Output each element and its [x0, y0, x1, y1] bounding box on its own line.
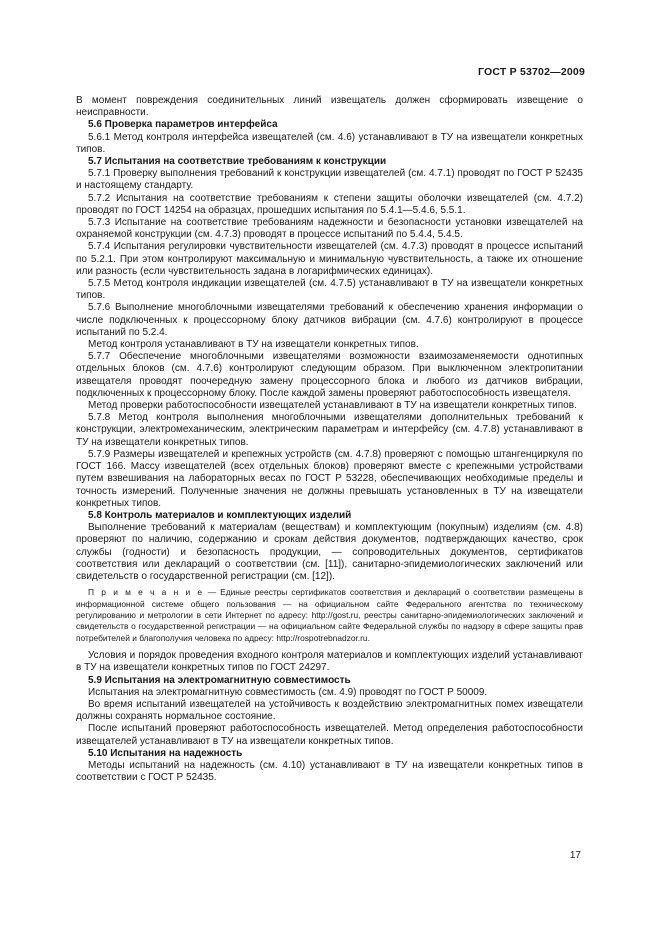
- paragraph-5-7-9: 5.7.9 Размеры извещателей и крепежных устройств (см. 4.7.8) проверяют с помощью штангенциркуля по ГОСТ 166. Массу извещателей (всех отдельных блоков) проверяют вместе с крепежными устройствами путем взвешивания на лабораторных весах по ГОСТ Р 53228, обеспечивающих необходимые пределы и точность измерений. Полученные значения не должны превышать установленных в ТУ на извещатели конкретных типов.: [76, 448, 583, 509]
- page-number: 17: [569, 850, 581, 861]
- paragraph-5-7-1: 5.7.1 Проверку выполнения требований к конструкции извещателей (см. 4.7.1) проводят по ГОСТ Р 52435 и настоящему стандарту.: [76, 168, 583, 192]
- note-label: П р и м е ч а н и е: [88, 587, 204, 598]
- paragraph: Во время испытаний извещателей на устойчивость к воздействию электромагнитных помех извещатели должны сохранять нормальное состояние.: [76, 698, 583, 723]
- paragraph-5-7-5: 5.7.5 Метод контроля индикации извещателей (см. 4.7.5) устанавливают в ТУ на извещатели конкретных типов.: [76, 278, 583, 302]
- paragraph-5-7-7: 5.7.7 Обеспечение многоблочными извещателями возможности взаимозаменяемости однотипных отдельных блоков (см. 4.7.6) контролируют следующим образом. При выключенном электропитании извещателя проводят поочередную замену процессорного блока и любого из датчиков вибрации, подключенных к процессорному блоку. После каждой замены проверяют работоспособность извещателя.: [76, 351, 583, 399]
- paragraph-5-7-4: 5.7.4 Испытания регулировки чувствительности извещателей (см. 4.7.3) проводят в процессе испытаний по 5.2.1. При этом контролируют максимальную и минимальную чувствительность, а также их отношение или разность (если чувствительность задана в логарифмических единицах).: [76, 241, 583, 277]
- paragraph: Выполнение требований к материалам (веществам) и комплектующим (покупным) изделиям (см. 4.8) проверяют по наличию, содержанию и срокам действия документов, подтверждающих качество, срок службы (годности) и безопасность продукции, — сопроводительных документов, сертификатов соответствия или деклараций о соответствии (см. [11]), санитарно-эпидемиологических заключений или свидетельств о государственной регистрации (см. [12]).: [76, 522, 583, 582]
- paragraph: Условия и порядок проведения входного контроля материалов и комплектующих изделий устанавливают в ТУ на извещатели конкретных типов по ГОСТ 24297.: [76, 650, 583, 674]
- paragraph-5-7-8: 5.7.8 Метод контроля выполнения многоблочными извещателями дополнительных требований к конструкции, электромеханическим, электрическим параметрам и интерфейсу (см. 4.7.8) устанавливают в ТУ на извещатели конкретных типов.: [76, 412, 583, 448]
- paragraph: Метод проверки работоспособности извещателей устанавливают в ТУ на извещатели конкретных типов.: [88, 400, 577, 412]
- paragraph: В момент повреждения соединительных линий извещатель должен сформировать извещение о неисправности.: [76, 95, 583, 119]
- paragraph-5-6-1: 5.6.1 Метод контроля интерфейса извещателей (см. 4.6) устанавливают в ТУ на извещатели конкретных типов.: [76, 131, 583, 155]
- note-text: — Единые реестры сертификатов соответствия и деклараций о соответствии размещены в информационной системе общего пользования — на официальном сайте Федерального агентства по техническому регулированию и метрологии в сети Интернет по адресу: http://gost.ru, реестры санитарно-эпидемиологических заключений и свидетельств о государственной регистрации — на официальном сайте Федеральной службы по надзору в сфере защиты прав потребителей и благополучия человека по адресу: http://rospotrebnadzor.ru.: [76, 587, 583, 643]
- document-header: ГОСТ Р 53702—2009: [477, 66, 585, 78]
- paragraph: Испытания на электромагнитную совместимость (см. 4.9) проводят по ГОСТ Р 50009.: [88, 686, 488, 698]
- section-heading-5-6: 5.6 Проверка параметров интерфейса: [88, 119, 278, 131]
- section-heading-5-8: 5.8 Контроль материалов и комплектующих изделий: [88, 509, 352, 521]
- section-heading-5-9: 5.9 Испытания на электромагнитную совместимость: [88, 674, 351, 686]
- paragraph-5-7-2: 5.7.2 Испытания на соответствие требованиям к степени защиты оболочки извещателей (см. 4.7.2) проводят по ГОСТ 14254 на образцах, прошедших испытания по 5.4.1—5.4.6, 5.5.1.: [76, 192, 583, 216]
- paragraph: После испытаний проверяют работоспособность извещателей. Метод определения работоспособности извещателей устанавливают в ТУ на извещатели конкретных типов.: [76, 723, 583, 747]
- section-heading-5-7: 5.7 Испытания на соответствие требованиям к конструкции: [88, 156, 387, 168]
- document-body: [76, 95, 583, 784]
- paragraph-5-7-3: 5.7.3 Испытание на соответствие требованиям надежности и безопасности установки извещателей на охраняемой конструкции (см. 4.7.3) проводят в процессе испытаний по 5.4.4, 5.4.5.: [76, 217, 583, 241]
- section-heading-5-10: 5.10 Испытания на надежность: [88, 747, 243, 759]
- paragraph: Методы испытаний на надежность (см. 4.10) устанавливают в ТУ на извещатели конкретных типов в соответствии с ГОСТ Р 52435.: [76, 759, 583, 784]
- note-block: [76, 587, 583, 644]
- paragraph: Метод контроля устанавливают в ТУ на извещатели конкретных типов.: [88, 339, 419, 351]
- paragraph-5-7-6: 5.7.6 Выполнение многоблочными извещателями требований к обеспечению хранения информации о числе подключенных к процессорному блоку датчиков вибрации (см. 4.7.6) контролируют в процессе испытаний по 5.2.4.: [76, 302, 583, 338]
